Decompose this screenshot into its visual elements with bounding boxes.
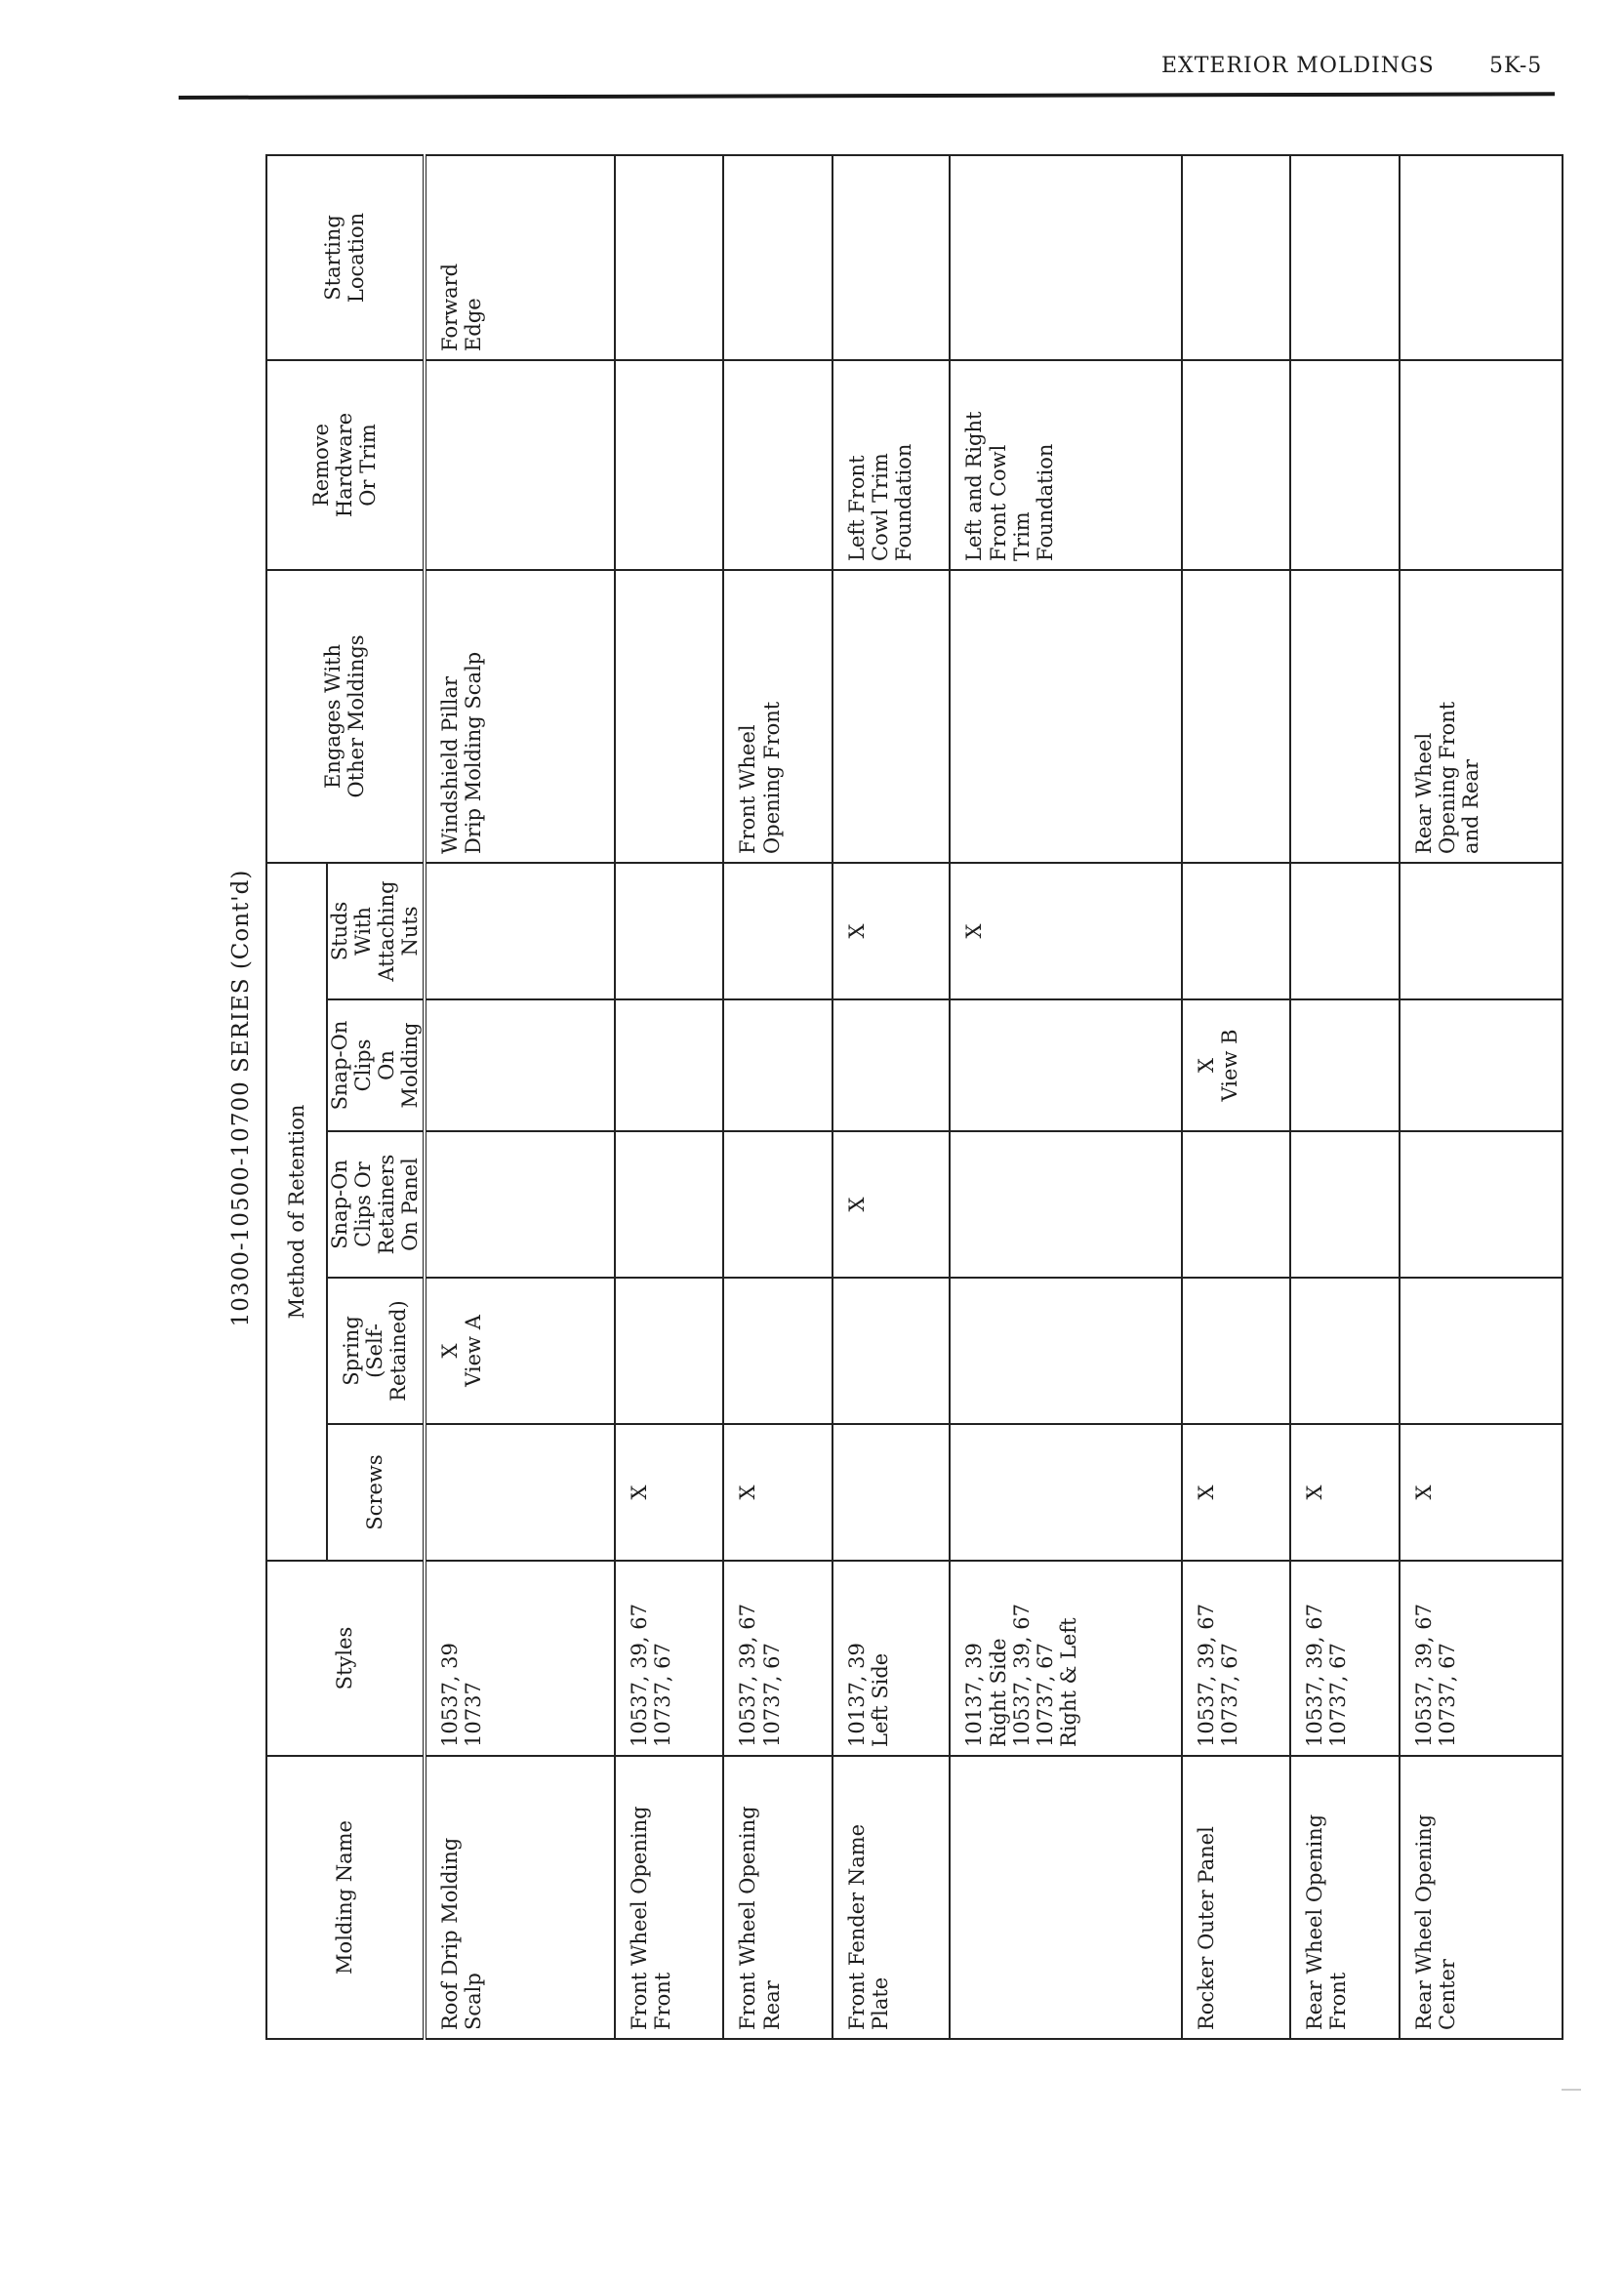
cell-engages xyxy=(950,570,1181,863)
cell-styles-line: 10737, 67 xyxy=(1326,1643,1351,1747)
col-studs-line: Studs xyxy=(328,901,351,961)
col-method-of-retention: Method of Retention xyxy=(266,863,327,1561)
cell-styles-line: 10737, 67 xyxy=(650,1643,674,1747)
cell-snap-molding xyxy=(1290,999,1400,1131)
cell-engages-line: Front Wheel xyxy=(736,724,760,854)
cell-spring xyxy=(832,1278,951,1424)
col-studs xyxy=(327,863,425,999)
cell-engages xyxy=(615,570,724,863)
cell-screws-value: X xyxy=(1194,1485,1218,1500)
cell-molding-name xyxy=(615,1756,724,2039)
col-snap-on-panel xyxy=(327,1131,425,1278)
cell-engages-line: Rear Wheel xyxy=(1411,732,1436,854)
cell-styles-line: 10737, 67 xyxy=(1435,1643,1459,1747)
cell-snap-molding xyxy=(950,999,1181,1131)
cell-snap-molding xyxy=(832,999,951,1131)
col-studs-line: Nuts xyxy=(398,906,423,957)
cell-styles xyxy=(615,1561,724,1756)
cell-screws xyxy=(425,1424,615,1561)
col-snap-panel-line: Snap-On xyxy=(328,1160,351,1249)
cell-remove-line: Foundation xyxy=(1033,443,1057,561)
cell-engages-line: Opening Front xyxy=(759,701,784,854)
cell-engages xyxy=(425,570,615,863)
cell-styles-line: 10537, 39, 67 xyxy=(1194,1604,1218,1747)
cell-snap-panel xyxy=(425,1131,615,1278)
cell-styles-line: 10537, 39 xyxy=(437,1643,462,1747)
cell-styles-line: 10137, 39 xyxy=(962,1643,987,1747)
cell-starting-line: Edge xyxy=(461,298,485,351)
table-header-row-1 xyxy=(266,155,327,2039)
cell-remove xyxy=(1182,360,1291,570)
table-rotator xyxy=(207,156,1563,2040)
cell-snap-panel xyxy=(1290,1131,1400,1278)
col-snap-panel-line: Clips Or xyxy=(351,1161,376,1247)
col-snap-molding-line: Molding xyxy=(398,1022,423,1109)
col-snap-panel-line: Retainers xyxy=(375,1154,399,1255)
cell-molding-name xyxy=(1290,1756,1400,2039)
cell-molding-name-line: Rocker Outer Panel xyxy=(1194,1826,1218,2030)
cell-styles-line: 10537, 39, 67 xyxy=(1009,1604,1034,1747)
cell-starting xyxy=(723,155,832,360)
cell-styles-line: 10737, 67 xyxy=(1217,1643,1241,1747)
cell-snap-panel xyxy=(1400,1131,1563,1278)
cell-styles xyxy=(832,1561,951,1756)
cell-snap-panel-value: X xyxy=(844,1197,869,1212)
cell-engages xyxy=(832,570,951,863)
page-number: 5K-5 xyxy=(1489,54,1543,78)
cell-molding-name-line: Rear Wheel Opening xyxy=(1411,1813,1436,2030)
col-studs-line: With xyxy=(351,907,376,956)
cell-engages-line: Opening Front xyxy=(1435,701,1459,854)
cell-styles-line: 10537, 39, 67 xyxy=(627,1604,651,1747)
cell-styles-line: 10737, 67 xyxy=(759,1643,784,1747)
cell-studs xyxy=(425,863,615,999)
cell-molding-name-line: Center xyxy=(1435,1959,1459,2030)
cell-screws xyxy=(950,1424,1181,1561)
cell-styles xyxy=(1182,1561,1291,1756)
cell-remove-line: Foundation xyxy=(892,443,916,561)
col-remove-line: Hardware xyxy=(333,412,357,518)
cell-snap-molding xyxy=(1400,999,1563,1131)
cell-remove xyxy=(950,360,1181,570)
cell-remove-line: Cowl Trim xyxy=(869,453,893,561)
cell-studs xyxy=(1400,863,1563,999)
table-row xyxy=(950,155,1181,2039)
cell-molding-name xyxy=(950,1756,1181,2039)
col-engages-line: Other Moldings xyxy=(345,634,369,798)
cell-starting xyxy=(1182,155,1291,360)
cell-snap-molding xyxy=(1182,999,1291,1131)
cell-remove xyxy=(1400,360,1563,570)
cell-remove-line: Front Cowl xyxy=(986,444,1010,561)
table-row xyxy=(832,155,951,2039)
cell-studs xyxy=(1290,863,1400,999)
cell-molding-name xyxy=(1400,1756,1563,2039)
cell-studs-value: X xyxy=(962,923,987,939)
cell-snap-molding-line: View B xyxy=(1217,1029,1241,1102)
cell-snap-panel xyxy=(832,1131,951,1278)
cell-starting xyxy=(1290,155,1400,360)
cell-molding-name xyxy=(425,1756,615,2039)
cell-molding-name xyxy=(832,1756,951,2039)
cell-molding-name-line: Plate xyxy=(869,1976,893,2030)
series-caption: 10300-10500-10700 SERIES (Cont'd) xyxy=(228,869,254,1327)
cell-screws xyxy=(1290,1424,1400,1561)
cell-molding-name xyxy=(723,1756,832,2039)
cell-styles-line: 10537, 39, 67 xyxy=(736,1604,760,1747)
cell-remove-line: Trim xyxy=(1009,511,1034,561)
cell-spring xyxy=(1182,1278,1291,1424)
col-engages-line: Engages With xyxy=(321,643,345,789)
cell-styles-line: Left Side xyxy=(869,1652,893,1747)
cell-molding-name-line: Rear Wheel Opening xyxy=(1303,1813,1327,2030)
cell-starting xyxy=(425,155,615,360)
col-remove-line: Remove xyxy=(309,423,334,507)
cell-starting xyxy=(1400,155,1563,360)
table-row xyxy=(425,155,615,2039)
cell-engages xyxy=(1182,570,1291,863)
cell-spring-line: X xyxy=(437,1343,462,1359)
cell-snap-molding xyxy=(723,999,832,1131)
cell-screws xyxy=(1400,1424,1563,1561)
cell-snap-panel xyxy=(615,1131,724,1278)
cell-remove xyxy=(832,360,951,570)
cell-spring xyxy=(425,1278,615,1424)
cell-studs xyxy=(832,863,951,999)
cell-starting xyxy=(950,155,1181,360)
cell-spring-line: View A xyxy=(461,1315,485,1387)
cell-styles-line: 10537, 39, 67 xyxy=(1303,1604,1327,1747)
col-snap-molding-line: Clips xyxy=(351,1038,376,1092)
col-remove-line: Or Trim xyxy=(356,424,381,507)
cell-screws xyxy=(615,1424,724,1561)
cell-snap-panel xyxy=(723,1131,832,1278)
cell-styles-line: 10537, 39, 67 xyxy=(1411,1604,1436,1747)
cell-snap-panel xyxy=(950,1131,1181,1278)
col-molding-name: Molding Name xyxy=(266,1756,425,2039)
cell-snap-molding-line: X xyxy=(1194,1058,1218,1073)
table-row xyxy=(1400,155,1563,2039)
cell-starting xyxy=(832,155,951,360)
cell-spring xyxy=(615,1278,724,1424)
cell-studs xyxy=(1182,863,1291,999)
cell-styles-line: Right & Left xyxy=(1057,1617,1080,1747)
cell-molding-name-line: Front xyxy=(1326,1972,1351,2030)
rotated-table-region xyxy=(207,156,1563,2040)
cell-screws-value: X xyxy=(1411,1485,1436,1500)
col-snap-panel-line: On Panel xyxy=(398,1158,423,1251)
cell-starting-line: Forward xyxy=(437,263,462,351)
cell-spring xyxy=(950,1278,1181,1424)
cell-studs xyxy=(950,863,1181,999)
cell-styles xyxy=(950,1561,1181,1756)
cell-engages-line: and Rear xyxy=(1458,758,1482,854)
cell-molding-name-line: Scalp xyxy=(461,1973,485,2030)
cell-screws xyxy=(832,1424,951,1561)
table-row xyxy=(615,155,724,2039)
cell-styles-line: 10137, 39 xyxy=(844,1643,869,1747)
cell-styles xyxy=(1290,1561,1400,1756)
cell-remove xyxy=(615,360,724,570)
cell-styles xyxy=(723,1561,832,1756)
col-spring xyxy=(327,1278,425,1424)
cell-molding-name-line: Front Wheel Opening xyxy=(627,1806,651,2030)
cell-remove xyxy=(1290,360,1400,570)
cell-starting xyxy=(615,155,724,360)
cell-snap-molding xyxy=(615,999,724,1131)
table-body xyxy=(425,155,1563,2039)
cell-snap-molding xyxy=(425,999,615,1131)
cell-styles xyxy=(1400,1561,1563,1756)
table-row xyxy=(723,155,832,2039)
table-row xyxy=(1290,155,1400,2039)
cell-spring xyxy=(723,1278,832,1424)
cell-studs xyxy=(615,863,724,999)
col-studs-line: Attaching xyxy=(375,880,399,982)
col-starting xyxy=(266,155,425,360)
cell-styles-line: Right Side xyxy=(986,1638,1010,1747)
cell-remove-line: Left and Right xyxy=(962,411,987,561)
header-rule xyxy=(179,92,1555,100)
col-starting-line: Location xyxy=(345,212,369,304)
cell-studs-value: X xyxy=(844,923,869,939)
cell-screws xyxy=(1182,1424,1291,1561)
cell-engages xyxy=(1290,570,1400,863)
cell-engages xyxy=(723,570,832,863)
cell-molding-name xyxy=(1182,1756,1291,2039)
col-spring-line: Spring xyxy=(340,1316,364,1386)
cell-remove xyxy=(425,360,615,570)
cell-engages-line: Drip Molding Scalp xyxy=(461,651,485,854)
col-snap-molding-line: Snap-On xyxy=(328,1020,351,1111)
cell-snap-panel xyxy=(1182,1131,1291,1278)
stray-mark xyxy=(1562,2089,1581,2091)
cell-screws-value: X xyxy=(1303,1485,1327,1500)
cell-styles xyxy=(425,1561,615,1756)
col-snap-molding-line: On xyxy=(375,1050,399,1080)
cell-molding-name-line: Front Wheel Opening xyxy=(736,1806,760,2030)
cell-spring xyxy=(1290,1278,1400,1424)
cell-molding-name-line: Roof Drip Molding xyxy=(437,1837,462,2030)
moldings-table xyxy=(265,154,1563,2040)
col-snap-on-molding xyxy=(327,999,425,1131)
section-title: EXTERIOR MOLDINGS xyxy=(1161,54,1435,78)
col-spring-line: Retained) xyxy=(386,1300,411,1402)
cell-spring xyxy=(1400,1278,1563,1424)
col-starting-line: Starting xyxy=(321,215,345,301)
cell-engages xyxy=(1400,570,1563,863)
table-row xyxy=(1182,155,1291,2039)
cell-remove xyxy=(723,360,832,570)
cell-remove-line: Left Front xyxy=(844,455,869,561)
col-styles: Styles xyxy=(266,1561,425,1756)
cell-studs xyxy=(723,863,832,999)
cell-screws xyxy=(723,1424,832,1561)
col-spring-line: (Self- xyxy=(363,1323,387,1378)
cell-engages-line: Windshield Pillar xyxy=(437,675,462,854)
cell-molding-name-line: Front Fender Name xyxy=(844,1823,869,2030)
cell-screws-value: X xyxy=(627,1485,651,1500)
cell-styles-line: 10737 xyxy=(461,1682,485,1747)
cell-screws-value: X xyxy=(736,1485,760,1500)
col-remove xyxy=(266,360,425,570)
col-engages xyxy=(266,570,425,863)
cell-molding-name-line: Front xyxy=(650,1972,674,2030)
cell-styles-line: 10737, 67 xyxy=(1033,1643,1057,1747)
col-screws: Screws xyxy=(327,1424,425,1561)
cell-molding-name-line: Rear xyxy=(759,1980,784,2030)
